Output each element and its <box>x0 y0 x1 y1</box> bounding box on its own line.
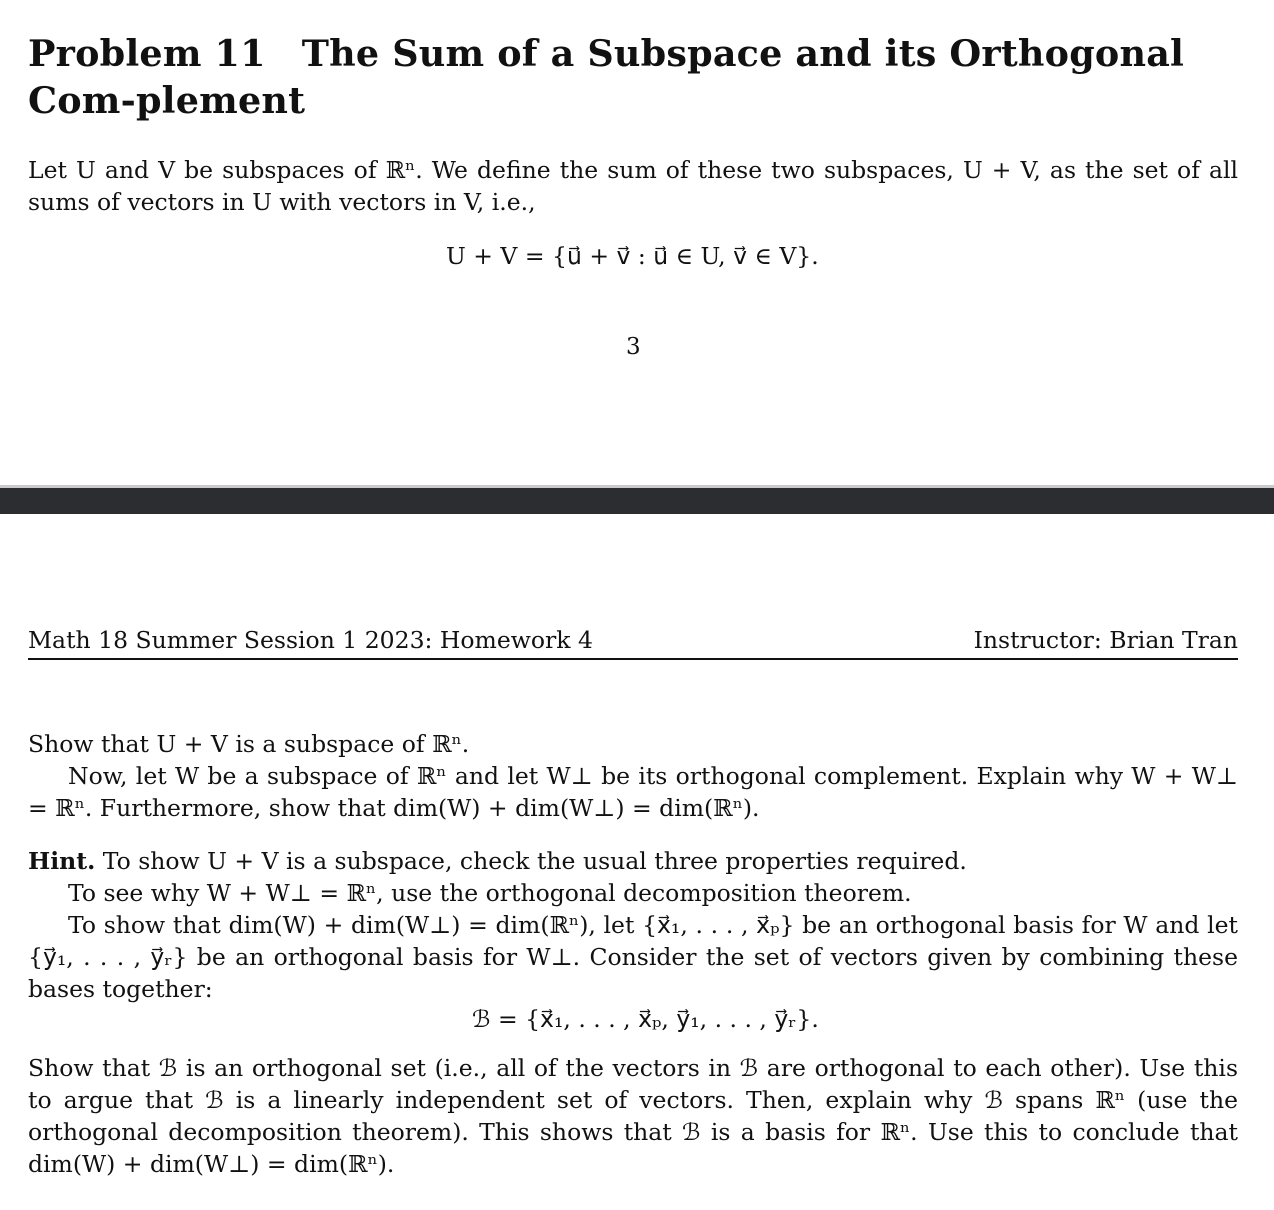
hint-line-1 <box>28 845 1238 877</box>
problem-heading <box>28 30 1242 124</box>
problem-title: The Sum of a Subspace and its Orthogonal Com-plement <box>28 32 1185 122</box>
course-header: Math 18 Summer Session 1 2023: Homework 4 <box>28 626 593 654</box>
hint-label: Hint. <box>28 847 96 875</box>
intro-sentence-2: We define the sum of these two subspaces, U + V, as the set of all sums of vectors in U with vectors in V, i.e., <box>28 156 1238 216</box>
instructor-header: Instructor: Brian Tran <box>973 626 1238 654</box>
basis-equation: ℬ = {x⃗₁, . . . , x⃗ₚ, y⃗₁, . . . , y⃗ᵣ}. <box>472 1005 819 1033</box>
hint-closing-paragraph: Show that ℬ is an orthogonal set (i.e., all of the vectors in ℬ are orthogonal to each other). Use this to argue that ℬ is a linearly independent set of vectors. Then, explain why ℬ spans ℝⁿ (use the orthogonal decomposition theorem). This shows that ℬ is a basis for ℝⁿ. Use this to conclude that dim(W) + dim(W⊥) = dim(ℝⁿ). <box>28 1054 1238 1178</box>
definition-equation: U + V = {u⃗ + v⃗ : u⃗ ∈ U, v⃗ ∈ V}. <box>446 242 819 270</box>
task-2: Now, let W be a subspace of ℝⁿ and let W⊥ be its orthogonal complement. Explain why W + W⊥ = ℝⁿ. Furthermore, show that dim(W) + dim(W⊥) = dim(ℝⁿ). <box>28 762 1238 822</box>
intro-paragraph <box>28 154 1238 218</box>
page-break-divider <box>0 488 1274 514</box>
problem-label: Problem 11 <box>28 32 266 75</box>
hint-text-1: To show U + V is a subspace, check the usual three properties required. <box>102 847 967 875</box>
hint-line-2: To see why W + W⊥ = ℝⁿ, use the orthogonal decomposition theorem. <box>68 879 912 907</box>
page-number: 3 <box>626 334 641 360</box>
hint-line-3: To show that dim(W) + dim(W⊥) = dim(ℝⁿ), let {x⃗₁, . . . , x⃗ₚ} be an orthogonal basis for W and let {y⃗₁, . . . , y⃗ᵣ} be an orthogonal basis for W⊥. Consider the set of vectors given by combining these bases together: <box>28 911 1238 1003</box>
task-1: Show that U + V is a subspace of ℝⁿ. <box>28 730 470 758</box>
header-rule <box>28 658 1238 660</box>
intro-sentence-1: Let U and V be subspaces of ℝⁿ. <box>28 156 423 184</box>
